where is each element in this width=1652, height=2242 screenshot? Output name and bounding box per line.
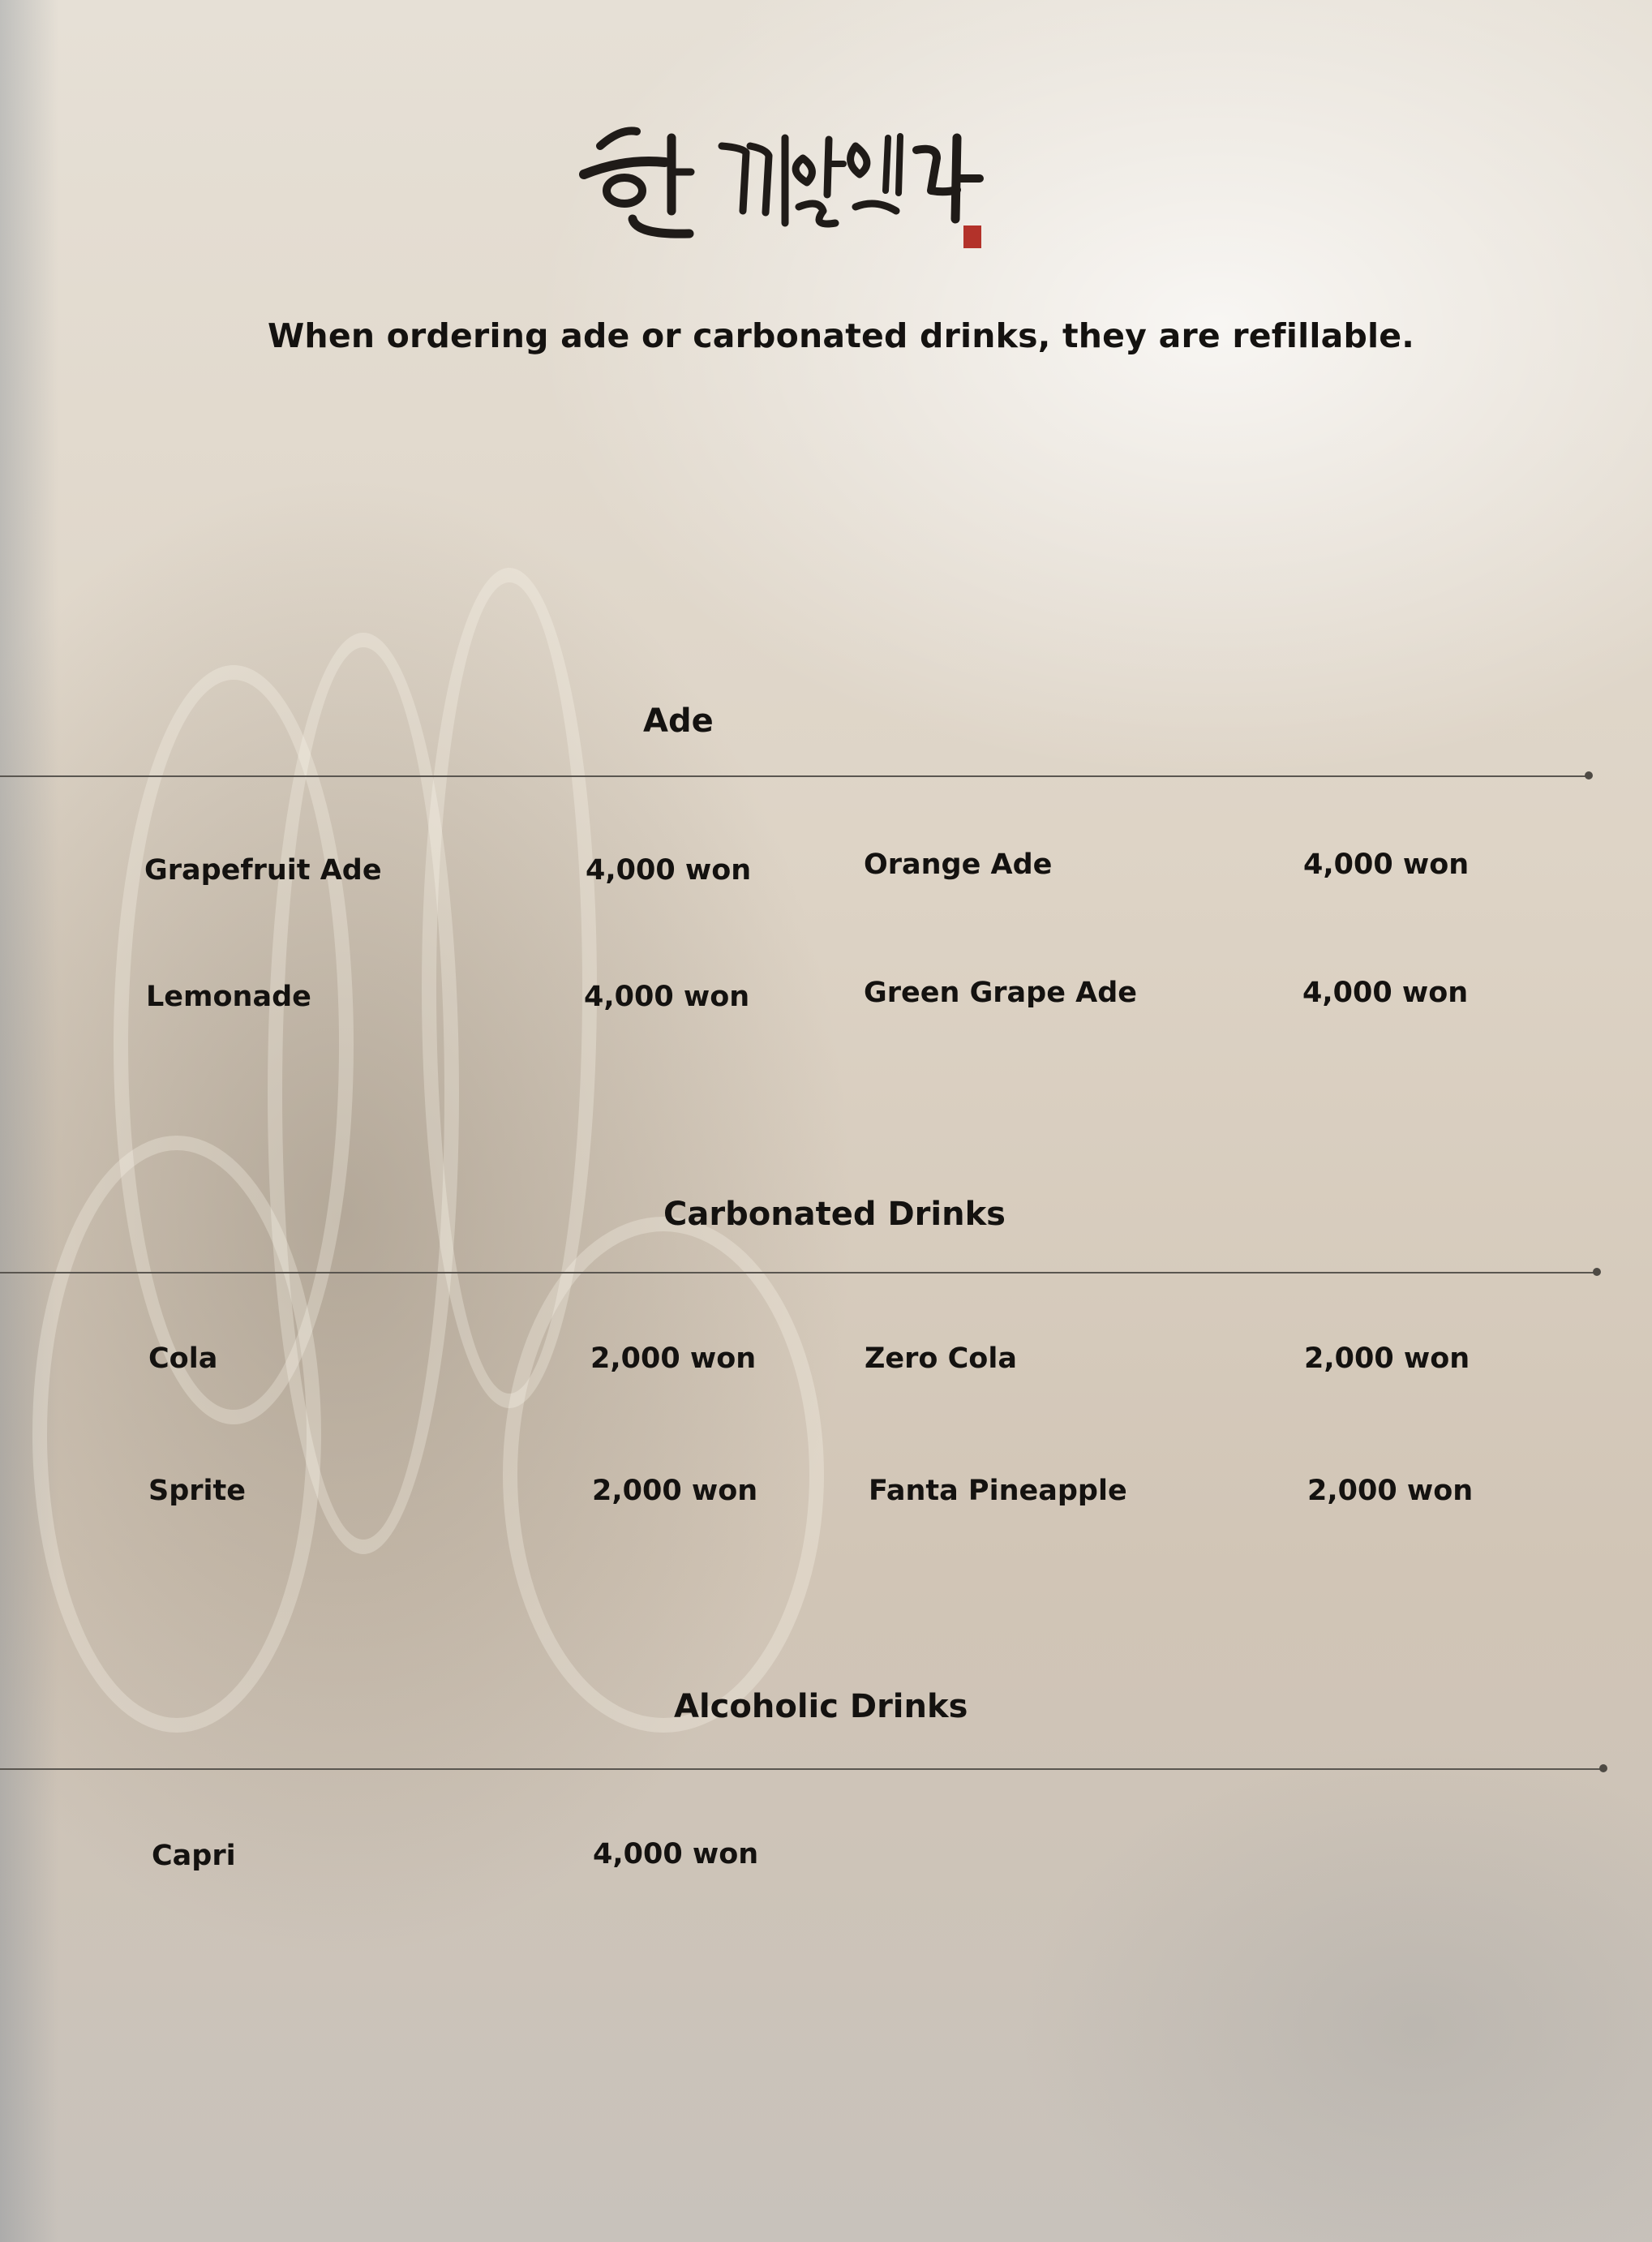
marble-swirl bbox=[32, 1136, 321, 1733]
seal-stamp bbox=[963, 225, 981, 248]
calligraphy-logo bbox=[576, 114, 998, 260]
menu-item-name: Lemonade bbox=[146, 981, 311, 1013]
section-divider bbox=[0, 1768, 1603, 1770]
marble-swirl bbox=[268, 633, 459, 1554]
menu-item-price: 4,000 won bbox=[1303, 848, 1470, 881]
menu-item-price: 4,000 won bbox=[1302, 977, 1469, 1009]
menu-item-name: Cola bbox=[148, 1342, 218, 1375]
menu-item-name: Sprite bbox=[148, 1475, 246, 1507]
section-divider bbox=[0, 775, 1588, 777]
refill-notice: When ordering ade or carbonated drinks, they are refillable. bbox=[268, 316, 1415, 355]
marble-swirl bbox=[422, 568, 597, 1408]
section-title-carbonated: Carbonated Drinks bbox=[663, 1196, 1006, 1233]
menu-item-price: 4,000 won bbox=[593, 1838, 759, 1870]
marble-swirl bbox=[114, 665, 354, 1424]
menu-item-name: Green Grape Ade bbox=[864, 977, 1138, 1009]
menu-item-name: Fanta Pineapple bbox=[869, 1475, 1127, 1507]
menu-item-name: Grapefruit Ade bbox=[144, 854, 382, 887]
menu-item-price: 2,000 won bbox=[1304, 1342, 1470, 1375]
menu-item-price: 2,000 won bbox=[592, 1475, 758, 1507]
menu-item-price: 4,000 won bbox=[586, 854, 752, 887]
menu-item-name: Capri bbox=[152, 1840, 236, 1872]
menu-item-price: 2,000 won bbox=[1307, 1475, 1474, 1507]
section-divider bbox=[0, 1272, 1596, 1273]
section-title-ade: Ade bbox=[643, 702, 714, 740]
menu-item-price: 2,000 won bbox=[590, 1342, 757, 1375]
menu-item-price: 4,000 won bbox=[584, 981, 750, 1013]
menu-item-name: Orange Ade bbox=[864, 848, 1053, 881]
background-strip bbox=[0, 0, 58, 2242]
section-title-alcoholic: Alcoholic Drinks bbox=[674, 1688, 968, 1725]
menu-item-name: Zero Cola bbox=[865, 1342, 1017, 1375]
